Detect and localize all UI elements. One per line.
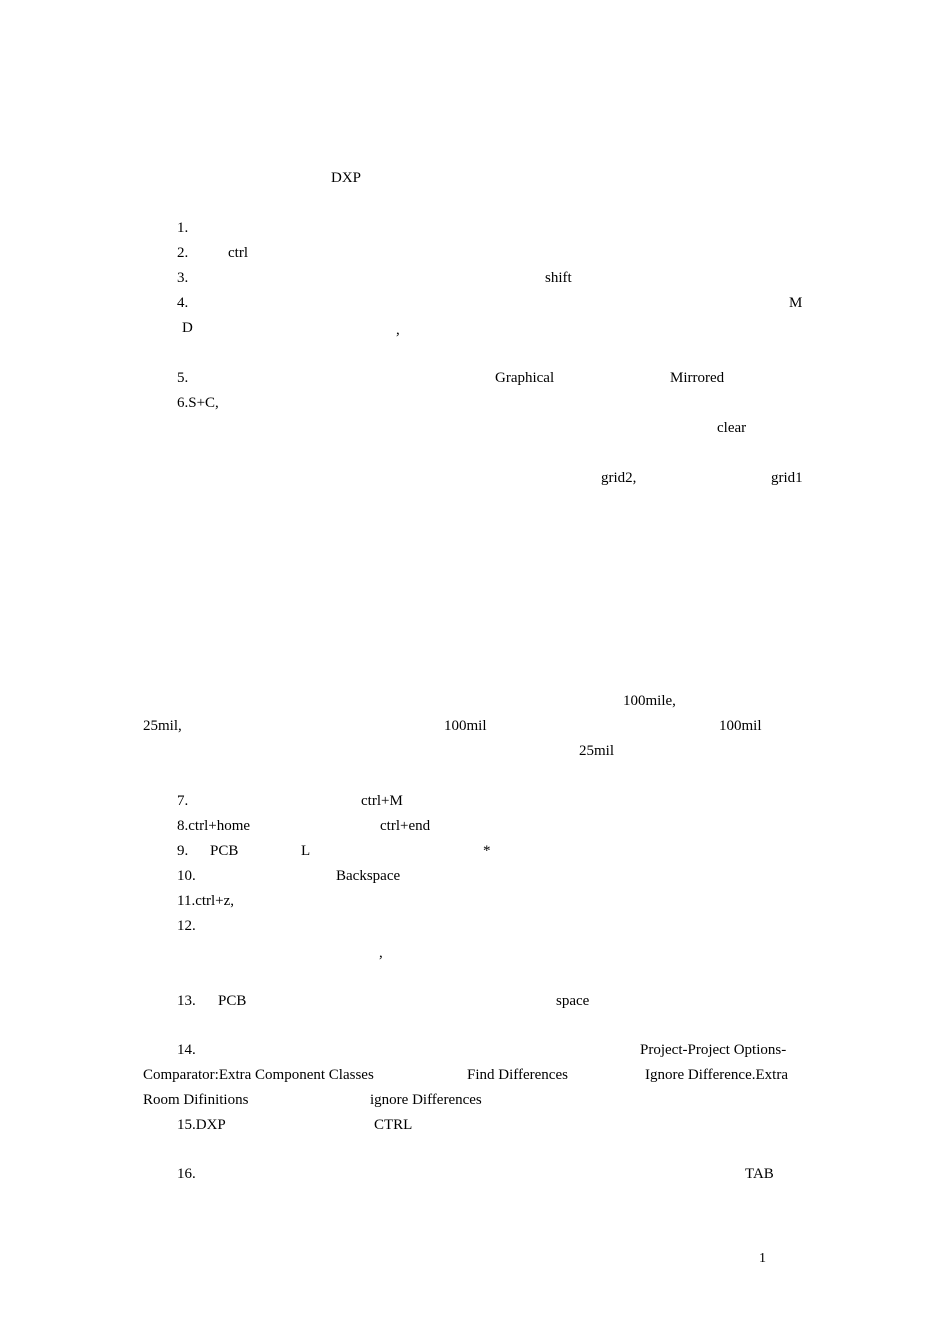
item-12-number: 12. xyxy=(177,918,196,934)
item-4-key-m: M xyxy=(789,295,803,311)
item-9-pcb: PCB xyxy=(210,843,239,859)
item-14-project-options: Project-Project Options- xyxy=(640,1042,787,1058)
item-16-tab: TAB xyxy=(745,1166,774,1182)
item-9-l: L xyxy=(301,843,311,859)
item-9-number: 9. xyxy=(177,843,189,859)
page-number: 1 xyxy=(759,1251,766,1266)
item-13-pcb: PCB xyxy=(218,993,247,1009)
item-6-grid1: grid1 xyxy=(771,470,803,486)
item-15-dxp: 15.DXP xyxy=(177,1117,226,1133)
item-9-asterisk: * xyxy=(483,843,491,859)
item-4-key-d: D xyxy=(182,320,193,336)
item-6-100mile: 100mile, xyxy=(623,693,676,709)
item-2-number: 2. xyxy=(177,245,189,261)
item-13-number: 13. xyxy=(177,993,196,1009)
item-14-find-differences: Find Differences xyxy=(467,1067,568,1083)
item-2-key-ctrl: ctrl xyxy=(228,245,248,261)
item-6-grid2: grid2, xyxy=(601,470,637,486)
item-12-comma: , xyxy=(379,945,383,961)
item-14-ignore-differences: ignore Differences xyxy=(370,1092,482,1108)
item-3-key-shift: shift xyxy=(545,270,572,286)
item-13-space: space xyxy=(556,993,590,1009)
item-11-ctrl-z: 11.ctrl+z, xyxy=(177,893,235,909)
item-5-number: 5. xyxy=(177,370,189,386)
document-title: DXP xyxy=(331,170,362,186)
item-6-25mil: 25mil, xyxy=(143,718,182,734)
item-3-number: 3. xyxy=(177,270,189,286)
item-7-ctrl-m: ctrl+M xyxy=(361,793,403,809)
item-10-backspace: Backspace xyxy=(336,868,401,884)
item-6-100mil-b: 100mil xyxy=(719,718,762,734)
item-15-ctrl: CTRL xyxy=(374,1117,413,1133)
item-5-mirrored: Mirrored xyxy=(670,370,725,386)
item-4-number: 4. xyxy=(177,295,189,311)
item-10-number: 10. xyxy=(177,868,196,884)
item-6-clear: clear xyxy=(717,420,747,436)
item-14-comparator: Comparator:Extra Component Classes xyxy=(143,1067,374,1083)
item-1-number: 1. xyxy=(177,220,189,236)
item-8-ctrl-end: ctrl+end xyxy=(380,818,431,834)
item-6-number: 6.S+C, xyxy=(177,395,219,411)
item-7-number: 7. xyxy=(177,793,189,809)
item-8-ctrl-home: 8.ctrl+home xyxy=(177,818,251,834)
item-6-25mil-b: 25mil xyxy=(579,743,615,759)
item-4-comma: , xyxy=(396,322,400,338)
item-14-number: 14. xyxy=(177,1042,196,1058)
item-5-graphical: Graphical xyxy=(495,370,555,386)
item-16-number: 16. xyxy=(177,1166,196,1182)
item-6-100mil-a: 100mil xyxy=(444,718,487,734)
item-14-room-difinitions: Room Difinitions xyxy=(143,1092,249,1108)
item-14-ignore-difference: Ignore Difference.Extra xyxy=(645,1067,788,1083)
